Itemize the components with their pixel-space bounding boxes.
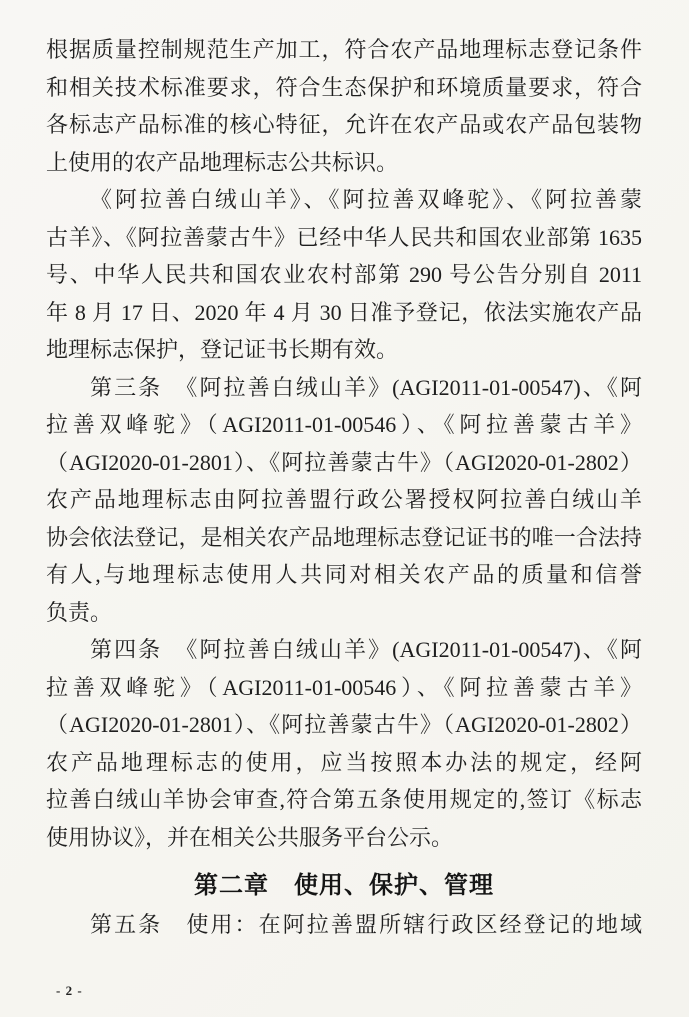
article-3-line: 第三条 《阿拉善白绒山羊》(AGI2011-01-00547)、《阿: [90, 374, 642, 400]
article-4-line: 第四条 《阿拉善白绒山羊》(AGI2011-01-00547)、《阿: [90, 637, 642, 662]
text-line: 古羊》、《阿拉善蒙古牛》已经中华人民共和国农业部第 1635: [46, 224, 642, 250]
text-line: （AGI2020-01-2801）、《阿拉善蒙古牛》（AGI2020-01-2802）: [46, 712, 642, 737]
text-line: 上使用的农产品地理标志公共标识。: [46, 149, 399, 175]
text-line: 地理标志保护，登记证书长期有效。: [46, 337, 399, 362]
text-line: 负责。: [46, 599, 113, 625]
text-line: （AGI2020-01-2801）、《阿拉善蒙古牛》（AGI2020-01-2802）: [46, 449, 642, 475]
article-5-line: 第五条 使用：在阿拉善盟所辖行政区经登记的地域: [90, 912, 642, 937]
text-line: 农产品地理标志的使用，应当按照本办法的规定，经阿: [46, 749, 642, 775]
text-line: 各标志产品标准的核心特征，允许在农产品或农产品包装物: [46, 112, 642, 137]
text-line: 年 8 月 17 日、2020 年 4 月 30 日准予登记，依法实施农产品: [46, 299, 642, 325]
text-line: 拉善双峰驼》（AGI2011-01-00546）、《阿拉善蒙古羊》: [46, 674, 642, 700]
text-line: 使用协议》，并在相关公共服务平台公示。: [46, 824, 454, 850]
page-number: - 2 -: [56, 983, 83, 998]
text-line: 拉善白绒山羊协会审查,符合第五条使用规定的,签订《标志: [46, 787, 642, 812]
text-line: 和相关技术标准要求，符合生态保护和环境质量要求，符合: [46, 74, 642, 100]
chapter-heading: 第二章 使用、保护、管理: [194, 872, 494, 899]
text-line: 农产品地理标志由阿拉善盟行政公署授权阿拉善白绒山羊: [46, 487, 642, 512]
text-line: 协会依法登记，是相关农产品地理标志登记证书的唯一合法持: [46, 524, 642, 550]
text-line: 拉善双峰驼》（AGI2011-01-00546）、《阿拉善蒙古羊》: [46, 412, 642, 437]
text-line: 有人,与地理标志使用人共同对相关农产品的质量和信誉: [46, 562, 642, 587]
text-line: 《阿拉善白绒山羊》、《阿拉善双峰驼》、《阿拉善蒙: [90, 187, 642, 212]
document-body: [46, 31, 642, 944]
text-line: 号、中华人民共和国农业农村部第 290 号公告分别自 2011: [46, 262, 642, 287]
text-line: 根据质量控制规范生产加工，符合农产品地理标志登记条件: [46, 37, 642, 62]
